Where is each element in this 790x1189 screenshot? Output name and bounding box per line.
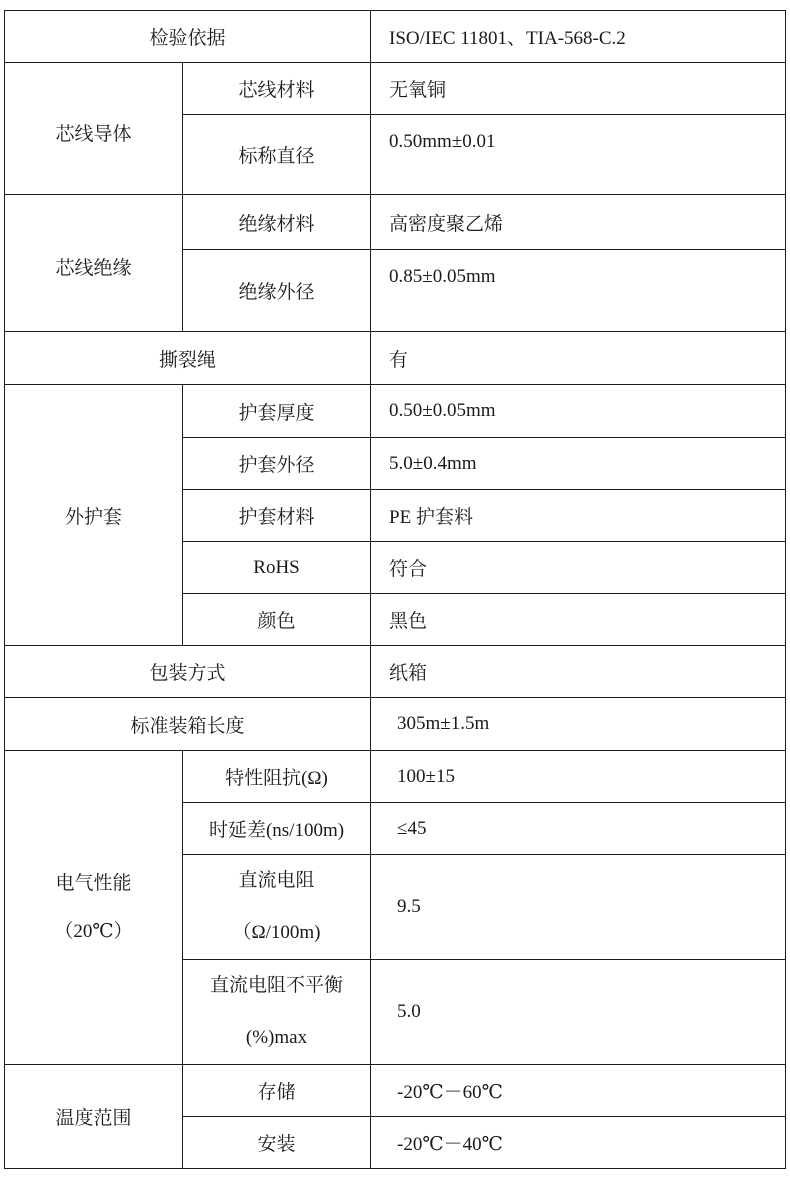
jacket-group: 外护套 bbox=[5, 385, 183, 646]
conductor-group bbox=[5, 63, 183, 195]
insulation-material-label: 绝缘材料 bbox=[183, 195, 371, 250]
dc-unbalance-label bbox=[183, 960, 371, 1065]
electrical-group bbox=[5, 751, 183, 1065]
conductor-diameter-value: 0.50mm±0.01 bbox=[371, 115, 786, 195]
insulation-material-value: 高密度聚乙烯 bbox=[371, 195, 786, 250]
insulation-diameter-label: 绝缘外径 bbox=[183, 250, 371, 332]
row-jacket-thickness bbox=[5, 385, 786, 438]
jacket-thickness-value: 0.50±0.05mm bbox=[371, 385, 786, 438]
conductor-material-value: 无氧铜 bbox=[371, 63, 786, 115]
insulation-group-label: 芯线绝缘 bbox=[55, 258, 132, 279]
temp-storage-value: -20℃－60℃ bbox=[371, 1065, 786, 1117]
jacket-material-label: 护套材料 bbox=[183, 490, 371, 542]
conductor-diameter-label: 标称直径 bbox=[183, 115, 371, 195]
box-length-label: 标准装箱长度 bbox=[5, 698, 371, 751]
conductor-group-label: 芯线导体 bbox=[55, 124, 132, 145]
basis-label: 检验依据 bbox=[5, 11, 371, 63]
conductor-material-label: 芯线材料 bbox=[183, 63, 371, 115]
temp-install-label: 安装 bbox=[183, 1117, 371, 1169]
spec-table bbox=[4, 10, 786, 1169]
jacket-diameter-label: 护套外径 bbox=[183, 438, 371, 490]
dc-resistance-label bbox=[183, 855, 371, 960]
row-packing bbox=[5, 646, 786, 698]
insulation-diameter-value: 0.85±0.05mm bbox=[371, 250, 786, 332]
temp-storage-label: 存储 bbox=[183, 1065, 371, 1117]
row-impedance bbox=[5, 751, 786, 803]
delay-skew-value: ≤45 bbox=[371, 803, 786, 855]
row-conductor-material bbox=[5, 63, 786, 115]
jacket-rohs-value: 符合 bbox=[371, 542, 786, 594]
jacket-thickness-label: 护套厚度 bbox=[183, 385, 371, 438]
row-temp-storage bbox=[5, 1065, 786, 1117]
row-insulation-material bbox=[5, 195, 786, 250]
delay-skew-label: 时延差(ns/100m) bbox=[183, 803, 371, 855]
jacket-rohs-label: RoHS bbox=[183, 542, 371, 594]
dc-resistance-label-line2: （Ω/100m) bbox=[232, 922, 321, 943]
impedance-value: 100±15 bbox=[371, 751, 786, 803]
row-box-length bbox=[5, 698, 786, 751]
dc-resistance-label-line1: 直流电阻 bbox=[238, 870, 315, 891]
row-basis bbox=[5, 11, 786, 63]
dc-unbalance-value: 5.0 bbox=[371, 960, 786, 1065]
jacket-diameter-value: 5.0±0.4mm bbox=[371, 438, 786, 490]
packing-value: 纸箱 bbox=[371, 646, 786, 698]
basis-value: ISO/IEC 11801、TIA-568-C.2 bbox=[371, 11, 786, 63]
box-length-value: 305m±1.5m bbox=[371, 698, 786, 751]
impedance-label: 特性阻抗(Ω) bbox=[183, 751, 371, 803]
insulation-group bbox=[5, 195, 183, 332]
temp-install-value: -20℃－40℃ bbox=[371, 1117, 786, 1169]
electrical-group-line2: （20℃） bbox=[54, 920, 133, 942]
jacket-material-value: PE 护套料 bbox=[371, 490, 786, 542]
ripcord-value: 有 bbox=[371, 332, 786, 385]
dc-unbalance-label-line1: 直流电阻不平衡 bbox=[210, 975, 344, 996]
packing-label: 包装方式 bbox=[5, 646, 371, 698]
ripcord-label: 撕裂绳 bbox=[5, 332, 371, 385]
jacket-color-label: 颜色 bbox=[183, 594, 371, 646]
dc-resistance-value: 9.5 bbox=[371, 855, 786, 960]
dc-unbalance-label-line2: (%)max bbox=[245, 1027, 308, 1048]
jacket-color-value: 黑色 bbox=[371, 594, 786, 646]
row-ripcord bbox=[5, 332, 786, 385]
electrical-group-line1: 电气性能 bbox=[55, 872, 132, 894]
temperature-group: 温度范围 bbox=[5, 1065, 183, 1169]
